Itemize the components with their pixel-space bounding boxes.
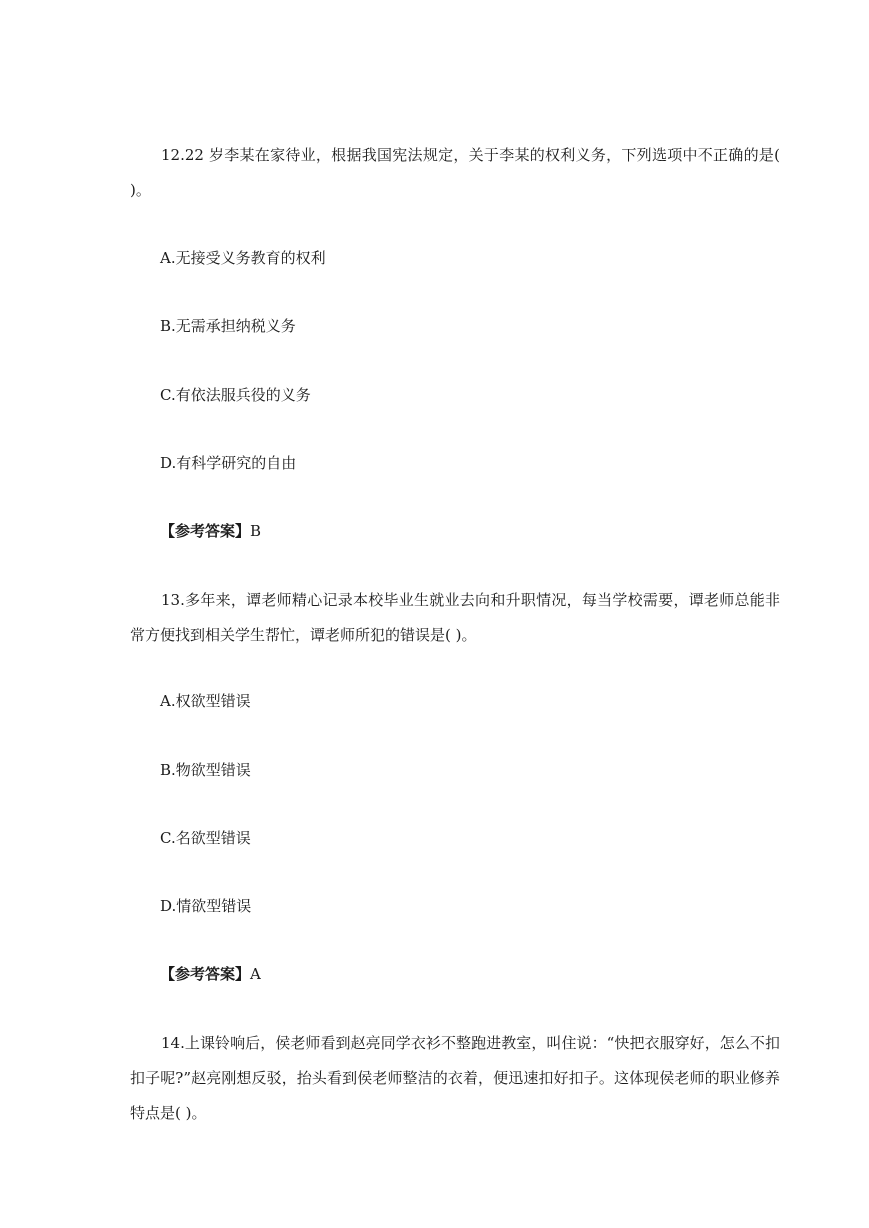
answer-label: 【参考答案】 (160, 522, 251, 540)
question-12-option-b: B.无需承担纳税义务 (160, 317, 296, 335)
question-13-stem: 13.多年来，谭老师精心记录本校毕业生就业去向和升职情况，每当学校需要，谭老师总能非常方便找到相关学生帮忙，谭老师所犯的错误是( )。 (130, 591, 780, 644)
question-12-option-c: C.有依法服兵役的义务 (160, 386, 311, 404)
question-13-option-a: A.权欲型错误 (160, 692, 251, 710)
answer-value: A (250, 965, 261, 983)
question-14-stem: 14.上课铃响后，侯老师看到赵亮同学衣衫不整跑进教室，叫住说：“快把衣服穿好，怎么不扣扣子呢?”赵亮刚想反驳，抬头看到侯老师整洁的衣着，便迅速扣好扣子。这体现侯老师的职业修养特点是( )。 (130, 1034, 780, 1122)
question-13-option-b: B.物欲型错误 (160, 761, 251, 779)
question-12-option-d: D.有科学研究的自由 (160, 454, 297, 472)
question-13-answer (160, 963, 820, 985)
question-12-stem: 12.22 岁李某在家待业，根据我国宪法规定，关于李某的权利义务，下列选项中不正确的是( )。 (130, 146, 780, 199)
answer-label: 【参考答案】 (160, 965, 251, 983)
question-12-answer (160, 520, 820, 542)
answer-value: B (250, 522, 262, 540)
question-12-option-a: A.无接受义务教育的权利 (160, 249, 326, 267)
question-13-option-d: D.情欲型错误 (160, 897, 252, 915)
question-13-option-c: C.名欲型错误 (160, 829, 251, 847)
